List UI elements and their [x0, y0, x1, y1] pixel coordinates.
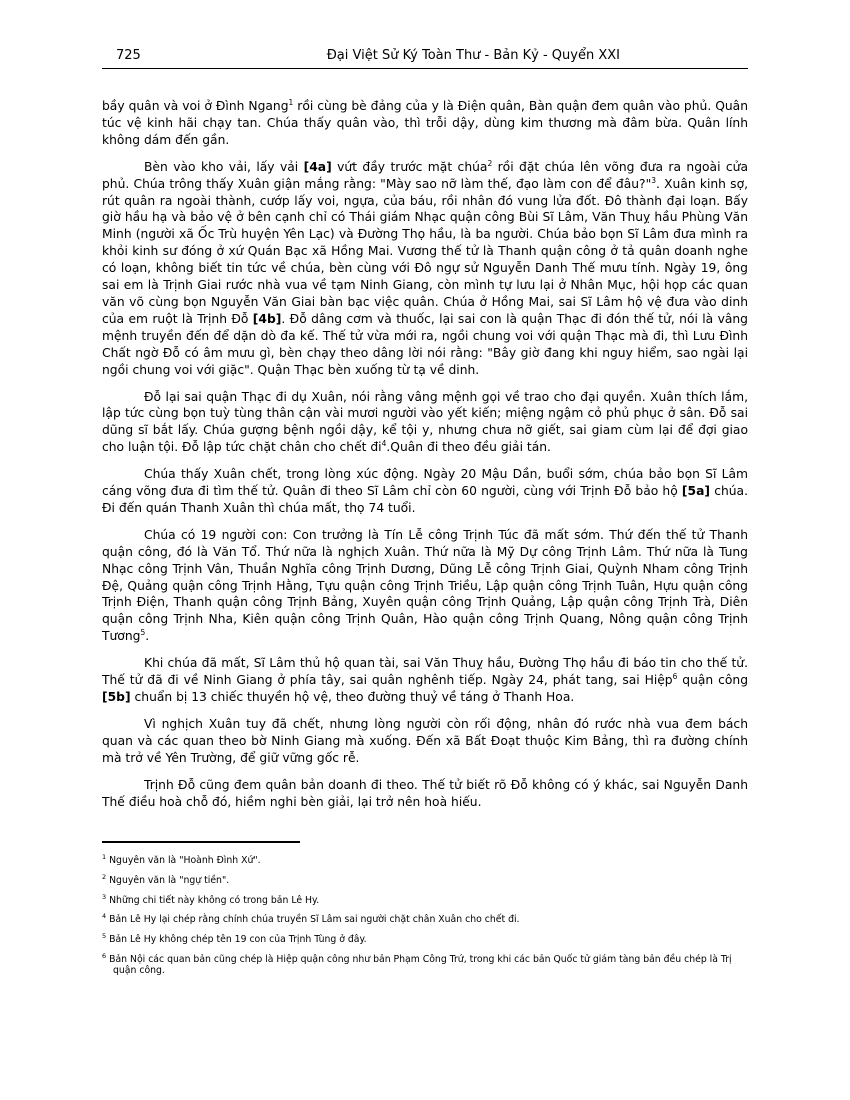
body-paragraph [102, 777, 748, 811]
text-run: chuẩn bị 13 chiếc thuyền hộ vệ, theo đường thuỷ về táng ở Thanh Hoa. [130, 690, 575, 704]
footnote [102, 852, 748, 867]
footnote [102, 914, 748, 926]
text-run: . Xuân kinh sợ, rút quân ra ngoài thành, cướp lấy voi, ngựa, của báu, rồi nhân đó vung lửa đốt. Đô thành đại loạn. Bấy giờ hầu hạ và bảo vệ ở bên cạnh chỉ có Thái giám Nhạc quận công Bùi Sĩ Lâm, Văn Thuỵ hầu Phùng Văn Minh (người xã Ốc Trù huyện Yên Lạc) và Đường Thọ hầu, là ba người. Chúa bảo bọn Sĩ Lâm đưa mình ra khỏi kinh sư đóng ở xứ Quán Bạc xã Hồng Mai. Vương thế tử là Thanh quận công ở tả quân doanh nghe có loạn, không biết tin tức về chúa, bèn cùng với Đô ngự sử Nguyễn Danh Thế mưu tính. Ngày 19, ông sai em là Trịnh Giai rước nhà vua về tạm Ninh Giang, còn mình tự lưu lại ở Nhân Mục, hội họp các quan văn võ cùng bọn Nguyễn Văn Giai bàn bạc việc quân. Chúa ở Hồng Mai, sai Sĩ Lâm hộ vệ đưa vào dinh của em ruột là Trịnh Đỗ [102, 176, 748, 326]
footnote-number: 6 [102, 951, 107, 960]
footnote-text: Nguyên văn là "Hoành Đình Xứ". [106, 855, 261, 866]
page-header [102, 48, 748, 68]
body-paragraph [102, 466, 748, 517]
footnote-ref: 1 [288, 97, 294, 107]
running-title: Đại Việt Sử Ký Toàn Thư - Bản Kỷ - Quyển XXI [326, 48, 620, 63]
footnote-ref: 6 [672, 672, 678, 681]
text-run: Vì nghịch Xuân tuy đã chết, nhưng lòng người còn rối động, nhân đó rước nhà vua đem bách quan và các quan theo bờ Ninh Giang mà xuống. Đến xã Bất Đoạt thuộc Kim Bảng, thì ra đường chính mà trở về Yên Trường, để giữ vững gốc rễ. [102, 716, 748, 765]
footnote [102, 934, 748, 946]
footnote-number: 3 [102, 892, 107, 901]
text-run: Trịnh Đỗ cũng đem quân bản doanh đi theo. Thế tử biết rõ Đỗ không có ý khác, sai Nguyễn Danh Thế điều hoà chỗ đó, hiềm nghi bèn giải, lại trở nên hoà hiếu. [102, 777, 748, 809]
footnote [102, 892, 748, 907]
footnotes [102, 852, 748, 985]
text-run: rồi đặt chúa lên võng đưa ra ngoài cửa phủ. Chúa trông thấy Xuân giận mắng rằng: "Mày sao nỡ làm thế, đạo làm con để đâu?" [102, 159, 748, 191]
text-run: . Đỗ dâng cơm và thuốc, lại sai con là quận Thạc đi đón thế tử, nói là vâng mệnh truyền đến để dặn dò đa kế. Thế tử vừa mới ra, ngồi chung voi với quận Thạc mà đi, thì Lưu Đình Chất ngờ Đỗ có âm mưu gì, bèn chạy theo dâng lời nói rằng: "Bây giờ đang khi nguy hiểm, sao ngài lại ngồi chung voi với giặc". Quận Thạc bèn xuống từ tạ về dinh. [102, 311, 748, 377]
footnote-text: Bản Lê Hy lại chép rằng chính chúa truyền Sĩ Lâm sai người chặt chân Xuân cho chết đi. [106, 914, 520, 926]
footnote-text: Những chi tiết này không có trong bản Lê Hy. [106, 894, 320, 906]
header-rule [102, 68, 748, 69]
footnote-number: 1 [102, 852, 107, 861]
text-run: . [145, 629, 150, 644]
body-paragraph [102, 159, 748, 379]
footnote [102, 951, 748, 977]
page-number: 725 [116, 48, 141, 63]
text-run: Đỗ lại sai quận Thạc đi dụ Xuân, nói rằng vâng mệnh gọi về trao cho đại quyền. Xuân thích lắm, lập tức cùng bọn tuỳ tùng thân cận vài mươi người vào yết kiến; miệng ngậm cỏ phủ phục ở sân. Đỗ sai dũng sĩ bắt lấy. Chúa gượng bệnh ngồi dậy, kể tội y, nhưng chưa nỡ giết, sai giam cùm lại để đợi giao cho luận tội. Đỗ lập tức chặt chân cho chết đi [102, 389, 748, 455]
folio-marker: [5b] [102, 690, 131, 704]
footnote-ref: 4 [381, 439, 387, 449]
text-run: chúa. Đi đến quán Thanh Xuân thì chúa mất, thọ 74 tuổi. [102, 484, 748, 515]
text-run: bầy quân và voi ở Đình Ngang [102, 99, 289, 113]
footnote-number: 2 [102, 872, 107, 881]
footnote [102, 872, 748, 887]
footnote-text: Nguyên văn là "ngự tiền". [106, 874, 230, 886]
footnote-separator [102, 841, 300, 843]
text-run: rồi cùng bè đảng của y là Điện quân, Bàn quận đem quân vào phủ. Quân túc vệ kinh hãi chạy tan. Chúa thấy quân vào, thì trỗi dậy, dùng kim thương mà đâm bừa. Quân lính không dám đến gần. [102, 99, 748, 147]
folio-marker: [4b] [252, 311, 282, 326]
text-run: Khi chúa đã mất, Sĩ Lâm thủ hộ quan tài, sai Văn Thuỵ hầu, Đường Thọ hầu đi báo tin cho thế tử. Thế tử đã đi về Ninh Giang ở phía tây, sai quân nghênh tiếp. Ngày 24, phát tang, sai Hiệp [102, 656, 748, 688]
body-paragraph [102, 716, 748, 767]
text-run: .Quân đi theo đều giải tán. [386, 440, 551, 455]
footnote-ref: 5 [140, 628, 146, 638]
body-paragraph [102, 655, 748, 706]
text-run: Chúa thấy Xuân chết, trong lòng xúc động. Ngày 20 Mậu Dần, buổi sớm, chúa bảo bọn Sĩ Lâm cáng võng đưa đi tìm thế tử. Quân đi theo Sĩ Lâm chỉ còn 60 người, cùng với Trịnh Đỗ bảo hộ [102, 467, 748, 499]
footnote-ref: 3 [651, 175, 657, 185]
folio-marker: [5a] [681, 484, 711, 499]
text-run: quận công [677, 673, 748, 688]
footnote-ref: 2 [487, 158, 493, 168]
body-paragraph [102, 98, 748, 149]
footnote-number: 4 [102, 912, 107, 921]
text-run: Chúa có 19 người con: Con trưởng là Tín Lễ công Trịnh Túc đã mất sớm. Thứ đến thế tử Thanh quận công, đó là Văn Tổ. Thứ nữa là nghịch Xuân. Thứ nữa là Mỹ Dự công Trịnh Lâm. Thứ nữa là Tung Nhạc công Trịnh Vân, Thuần Nghĩa công Trịnh Dương, Dũng Lễ công Trịnh Giai, Quỳnh Nham công Trịnh Đệ, Quảng quận công Trịnh Hằng, Tựu quận công Trịnh Triều, Lập quận công Trịnh Tuân, Hựu quận công Trịnh Điện, Thanh quận công Trịnh Bảng, Xuyên quận công Trịnh Quảng, Lập quận công Trịnh Trà, Diên quận công Trịnh Nha, Kiên quận công Trịnh Quân, Hào quận công Trịnh Quang, Nông quận công Trịnh Tương [102, 527, 748, 644]
footnote-number: 5 [102, 932, 107, 941]
body-text [102, 98, 748, 820]
footnote-text: Bản Nội các quan bản cũng chép là Hiệp quận công như bản Phạm Công Trứ, trong khi các bản Quốc tử giám tàng bản đều chép là Trị quận công. [106, 953, 732, 977]
body-paragraph [102, 389, 748, 457]
folio-marker: [4a] [303, 159, 332, 174]
text-run: Bèn vào kho vải, lấy vải [144, 159, 304, 174]
body-paragraph [102, 527, 748, 645]
footnote-text: Bản Lê Hy không chép tên 19 con của Trịnh Tùng ở đây. [106, 934, 367, 946]
text-run: vứt đầy trước mặt chúa [331, 159, 488, 174]
